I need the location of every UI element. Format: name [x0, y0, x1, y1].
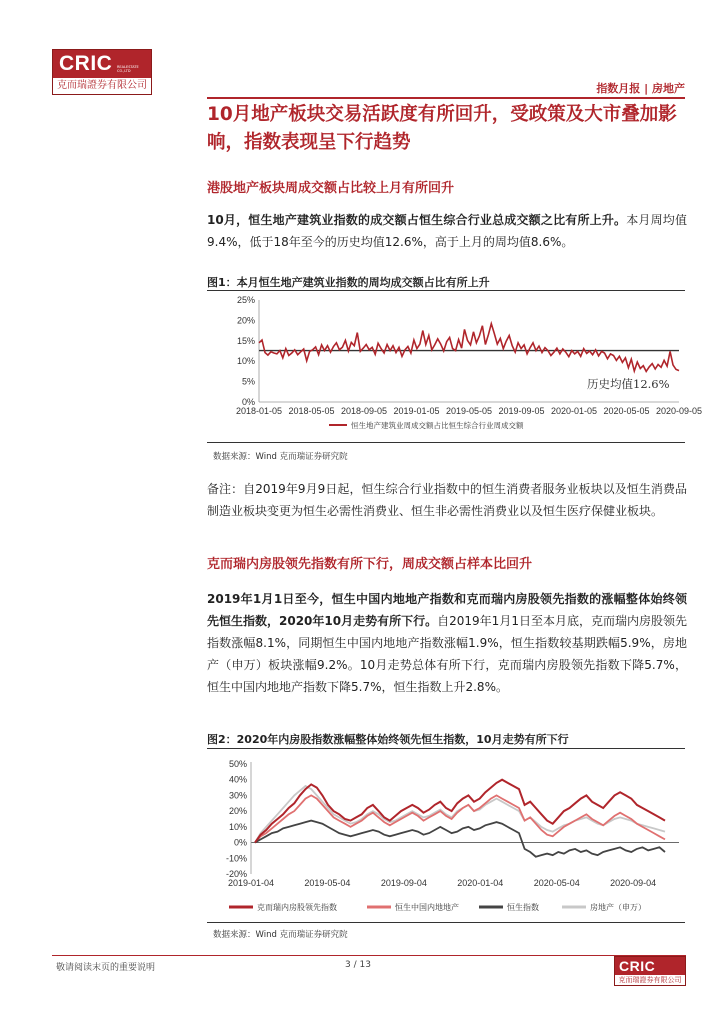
f2-x-tick-label: 2019-05-04 — [304, 878, 351, 888]
figure2-bottom-rule — [207, 922, 685, 923]
f2-x-tick-label: 2020-05-04 — [533, 878, 580, 888]
figure1-title: 图1：本月恒生地产建筑业指数的周均成交额占比有所上升 — [207, 276, 490, 289]
f2-x-tick-label: 2019-01-04 — [227, 878, 275, 888]
f1-x-tick-label: 2019-05-05 — [445, 406, 493, 416]
f2-legend-label: 房地产（申万） — [590, 903, 646, 912]
section1-heading: 港股地产板块周成交额占比较上月有所回升 — [207, 181, 455, 196]
footer-logo-word: CRIC — [619, 958, 656, 974]
f2-x-tick-label: 2020-01-04 — [457, 878, 504, 888]
f1-y-tick-label: 25% — [236, 295, 255, 305]
f2-y-tick-label: 0% — [233, 837, 247, 848]
note-paragraph: 备注：自2019年9月9日起，恒生综合行业指数中的恒生消费者服务业板块以及恒生消费品制造业板块变更为恒生必需性消费业、恒生非必需性消费业以及恒生医疗保健业板块。 — [207, 482, 687, 518]
footer-logo-company: 克而瑞證券有限公司 — [618, 976, 682, 984]
f1-x-tick-label: 2018-05-05 — [288, 406, 335, 416]
section1-bold: 10月，恒生地产建筑业指数的成交额占恒生综合行业总成交额之比有所上升。 — [207, 213, 627, 227]
section2-paragraph — [207, 588, 687, 698]
footer-logo — [614, 956, 686, 986]
f1-x-tick-label: 2020-01-05 — [550, 406, 598, 416]
report-tag: 指数月报 | 房地产 — [596, 82, 685, 95]
figure1-source: 数据来源：Wind 克而瑞证券研究院 — [213, 452, 348, 462]
f1-y-tick-label: 5% — [241, 376, 255, 387]
section1-rest: 本月周均值9.4%，低于18年至今的历史均值12.6%，高于上月的周均值8.6%。 — [207, 213, 687, 249]
f2-legend-label: 恒生指数 — [507, 903, 539, 912]
logo-word: CRIC — [59, 52, 113, 75]
f2-y-tick-label: -20% — [225, 869, 247, 879]
figure2-title: 图2：2020年内房股指数涨幅整体始终领先恒生指数，10月走势有所下行 — [207, 733, 569, 746]
f1-x-tick-label: 2020-09-05 — [655, 406, 703, 416]
f1-x-tick-label: 2018-09-05 — [340, 406, 388, 416]
figure1-chart — [207, 292, 703, 437]
f2-x-tick-label: 2020-09-04 — [610, 878, 657, 888]
header-divider — [207, 97, 685, 99]
f2-y-tick-label: 50% — [228, 759, 247, 769]
f2-y-tick-label: 40% — [228, 774, 247, 785]
logo-company-name: 克而瑞證券有限公司 — [57, 80, 147, 91]
footer-disclaimer: 敬请阅读末页的重要说明 — [56, 963, 156, 973]
f1-legend-label: 恒生地产建筑业周成交额占比恒生综合行业周成交额 — [351, 421, 524, 430]
f2-series-line — [255, 786, 665, 843]
section2-bold: 2019年1月1日至今，恒生中国内地地产指数和克而瑞内房股领先指数的涨幅整体始终领先恒生指数，2020年10月走势有所下行。 — [207, 592, 687, 628]
figure2-chart — [207, 752, 687, 917]
f2-x-tick-label: 2019-09-04 — [380, 878, 427, 888]
f1-y-tick-label: 20% — [236, 315, 255, 326]
f2-y-tick-label: 30% — [228, 790, 247, 801]
page-title: 10月地产板块交易活跃度有所回升，受政策及大市叠加影响，指数表现呈下行趋势 — [207, 104, 677, 153]
f1-x-tick-label: 2019-09-05 — [498, 406, 545, 416]
footer-divider — [52, 955, 686, 956]
f2-y-tick-label: 20% — [228, 806, 247, 817]
company-logo — [52, 49, 152, 95]
f1-x-tick-label: 2020-05-05 — [603, 406, 650, 416]
f2-legend-label: 克而瑞内房股领先指数 — [257, 903, 337, 912]
section2-rest: 自2019年1月1日至本月底，克而瑞内房股领先指数涨幅8.1%，同期恒生中国内地地产指数涨幅1.9%，恒生指数较基期跌幅5.9%，房地产（申万）板块涨幅9.2%。10月走势总体有所下行，克而瑞内房股领先指数下降5.7%，恒生中国内地地产指数下降5.7%，恒生指数上升2.8%。 — [207, 614, 687, 694]
f1-x-tick-label: 2018-01-05 — [235, 406, 283, 416]
f1-y-tick-label: 10% — [236, 356, 255, 367]
f2-y-tick-label: -10% — [225, 853, 247, 864]
f2-y-tick-label: 10% — [228, 821, 247, 832]
f1-series-line — [259, 324, 679, 372]
section2-heading: 克而瑞内房股领先指数有所下行，周成交额占样本比回升 — [207, 557, 533, 572]
f1-y-tick-label: 15% — [236, 335, 255, 346]
f2-series-line — [255, 795, 665, 842]
figure1-top-rule — [207, 290, 685, 291]
logo-subtext: REALESTATE CO.,LTD — [117, 65, 139, 73]
section1-paragraph — [207, 209, 687, 253]
f2-legend-label: 恒生中国内地地产 — [395, 903, 459, 912]
page-number: 3 / 13 — [345, 960, 371, 970]
figure2-source: 数据来源：Wind 克而瑞证券研究院 — [213, 930, 348, 940]
f1-annotation: 历史均值12.6% — [587, 377, 670, 391]
figure2-top-rule — [207, 748, 685, 749]
figure1-bottom-rule — [207, 442, 685, 443]
f1-y-tick-label: 0% — [241, 397, 255, 407]
f1-x-tick-label: 2019-01-05 — [393, 406, 440, 416]
